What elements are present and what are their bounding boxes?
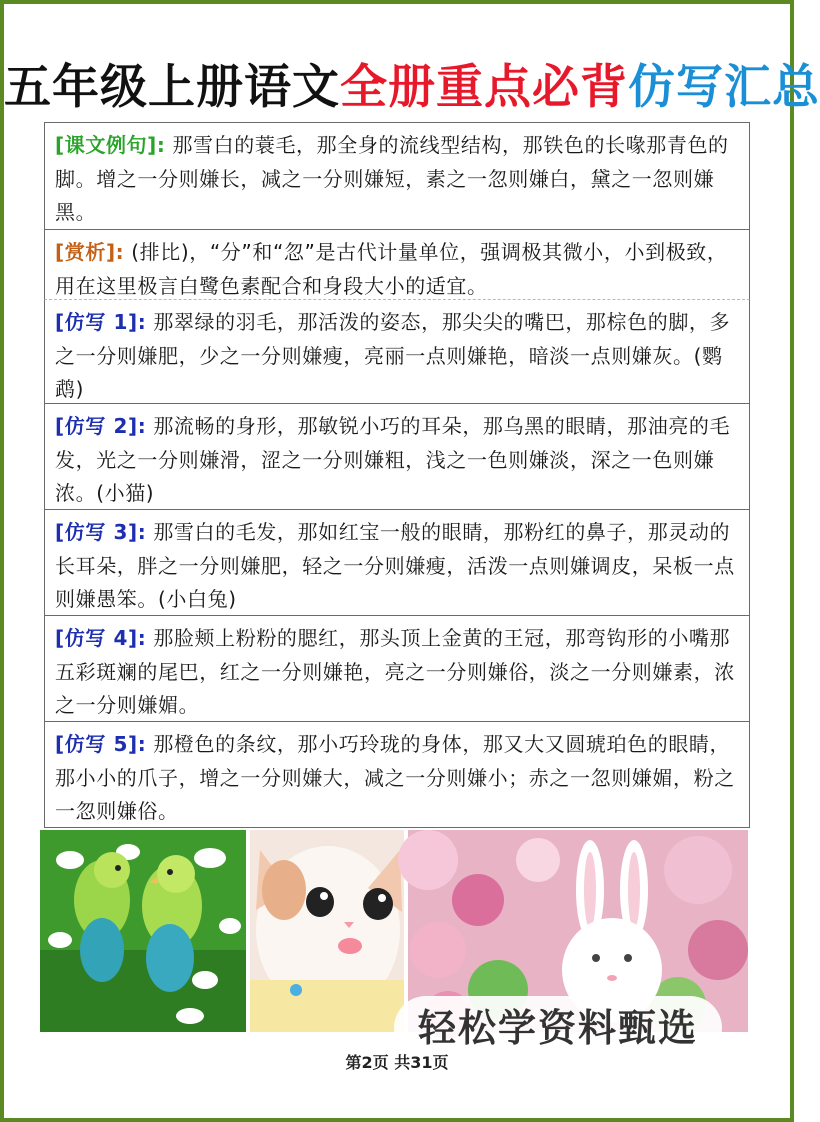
imitation-2-text: 那流畅的身形，那敏锐小巧的耳朵，那乌黑的眼睛，那油亮的毛发，光之一分则嫌滑，涩之一分则嫌粗，浅之一色则嫌淡，深之一色则嫌浓。(小猫) [55,414,731,505]
imitation-2-label: [仿写 2]: [55,414,147,438]
watermark-badge: 轻松学资料甄选 [394,996,722,1060]
parrots-photo [40,830,246,1032]
imitation-4-box [44,616,750,722]
title-part-blue: 仿写汇总 [628,60,820,115]
kitten-photo [250,830,404,1032]
imitation-3-text: 那雪白的毛发，那如红宝一般的眼睛，那粉红的鼻子，那灵动的长耳朵，胖之一分则嫌肥，轻之一分则嫌瘦，活泼一点则嫌调皮，呆板一点则嫌愚笨。(小白兔) [55,520,735,611]
title-part-black: 五年级上册语文 [4,60,340,115]
imitation-1-label: [仿写 1]: [55,310,147,334]
imitation-1-box [44,300,750,404]
analysis-label: [赏析]: [55,240,125,264]
example-sentence-box [44,122,750,230]
imitation-4-text: 那脸颊上粉粉的腮红，那头顶上金黄的王冠，那弯钩形的小嘴那五彩斑斓的尾巴，红之一分则嫌艳，亮之一分则嫌俗，淡之一分则嫌素，浓之一分则嫌媚。 [55,626,735,717]
imitation-5-text: 那橙色的条纹，那小巧玲珑的身体，那又大又圆琥珀色的眼睛，那小小的爪子，增之一分则嫌大，减之一分则嫌小；赤之一忽则嫌媚，粉之一忽则嫌俗。 [55,732,735,823]
example-text: 那雪白的蓑毛，那全身的流线型结构，那铁色的长喙那青色的脚。增之一分则嫌长，减之一分则嫌短，素之一忽则嫌白，黛之一忽则嫌黑。 [55,133,729,224]
imitation-3-label: [仿写 3]: [55,520,147,544]
analysis-text: (排比)，“分”和“忽”是古代计量单位，强调极其微小，小到极致，用在这里极言白鹭色素配合和身段大小的适宜。 [55,240,728,298]
imitation-3-box [44,510,750,616]
page-title [4,56,820,120]
imitation-1-text: 那翠绿的羽毛，那活泼的姿态，那尖尖的嘴巴，那棕色的脚，多之一分则嫌肥，少之一分则嫌瘦，亮丽一点则嫌艳，暗淡一点则嫌灰。(鹦鹉) [55,310,731,401]
imitation-5-box [44,722,750,828]
imitation-2-box [44,404,750,510]
imitation-5-label: [仿写 5]: [55,732,147,756]
title-part-red: 全册重点必背 [340,60,628,115]
imitation-4-label: [仿写 4]: [55,626,147,650]
analysis-box [44,230,750,300]
example-label: [课文例句]: [55,133,166,157]
page-number: 第2页 共31页 [345,1053,449,1072]
